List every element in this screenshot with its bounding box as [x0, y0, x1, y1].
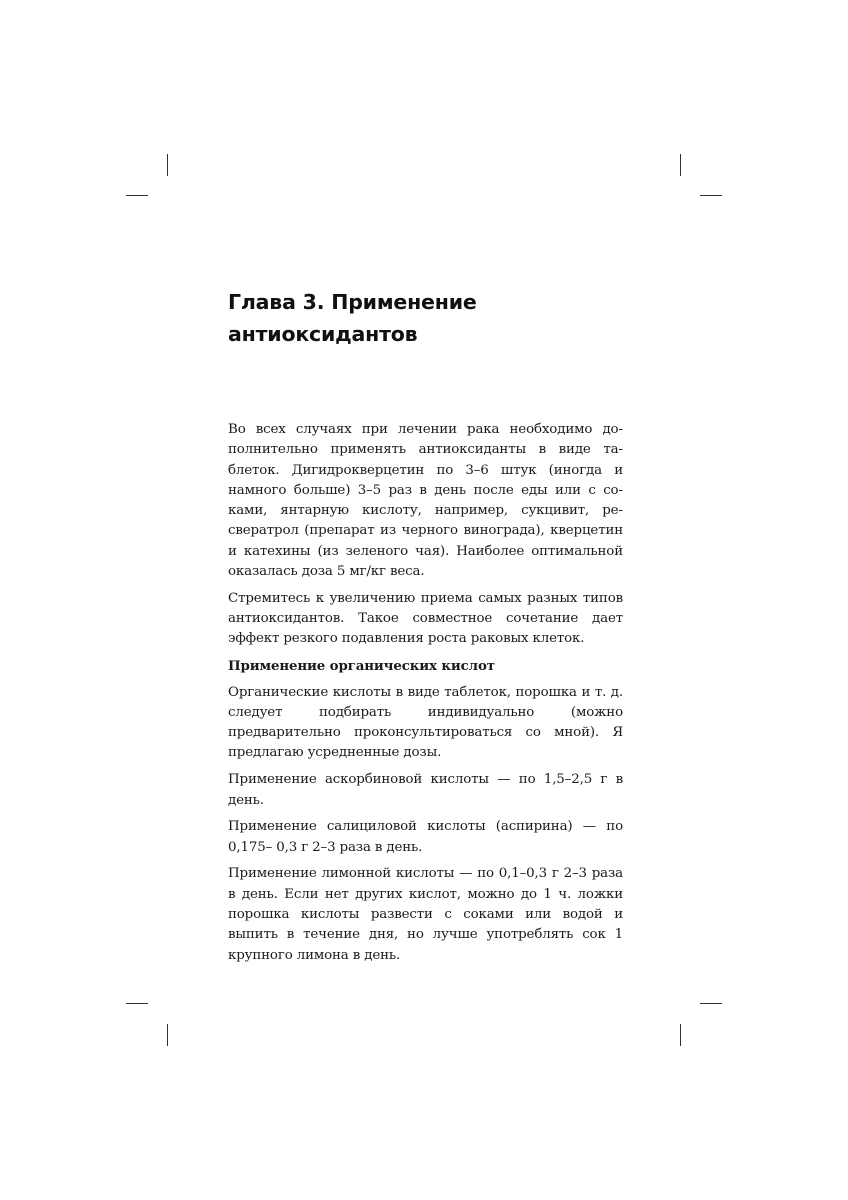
- crop-mark-bottom-left-horizontal: [126, 1003, 148, 1004]
- section-subheading: Применение органических кислот: [228, 658, 495, 675]
- crop-mark-top-right-vertical: [680, 154, 681, 176]
- crop-mark-bottom-left-vertical: [167, 1024, 168, 1046]
- crop-mark-bottom-right-vertical: [680, 1024, 681, 1046]
- crop-mark-top-left-vertical: [167, 154, 168, 176]
- paragraph: Применение салициловой кислоты (аспирина) — по 0,175– 0,3 г 2–3 раза в день.: [228, 819, 623, 855]
- chapter-title-line-1: Глава 3. Применение: [228, 290, 477, 314]
- paragraph: Во всех случаях при лечении рака необходимо дополнительно применять антиоксиданты в виде таблеток. Дигидрокверцетин по 3–6 штук (иногда и намного больше) 3–5 раз в день после еды или с соками, янтарную кислоту, например, сукцивит, ресвератрол (препарат из черного винограда), кверцетин и катехины (из зеленого чая). Наиболее оптимальной оказалась доза 5 мг/кг веса.: [228, 422, 623, 580]
- crop-mark-top-right-horizontal: [700, 195, 722, 196]
- crop-mark-bottom-right-horizontal: [700, 1003, 722, 1004]
- paragraph: Органические кислоты в виде таблеток, порошка и т. д. следует подбирать индивидуально (можно предварительно проконсультироваться со мной). Я предлагаю усредненные дозы.: [228, 684, 623, 761]
- crop-mark-top-left-horizontal: [126, 195, 148, 196]
- paragraph: Стремитесь к увеличению приема самых разных типов антиоксидантов. Такое совместное сочетание дает эффект резкого подавления роста раковых клеток.: [228, 590, 623, 647]
- paragraph: Применение лимонной кислоты — по 0,1–0,3 г 2–3 раза в день. Если нет других кислот, можно до 1 ч. ложки порошка кислоты развести с соками или водой и выпить в течение дня, но лучше употреблять сок 1 крупного лимона в день.: [228, 866, 623, 963]
- paragraph: Применение аскорбиновой кислоты — по 1,5–2,5 г в день.: [228, 772, 623, 808]
- chapter-title: [228, 286, 648, 350]
- body-text: [228, 420, 623, 972]
- chapter-title-line-2: антиоксидантов: [228, 322, 418, 346]
